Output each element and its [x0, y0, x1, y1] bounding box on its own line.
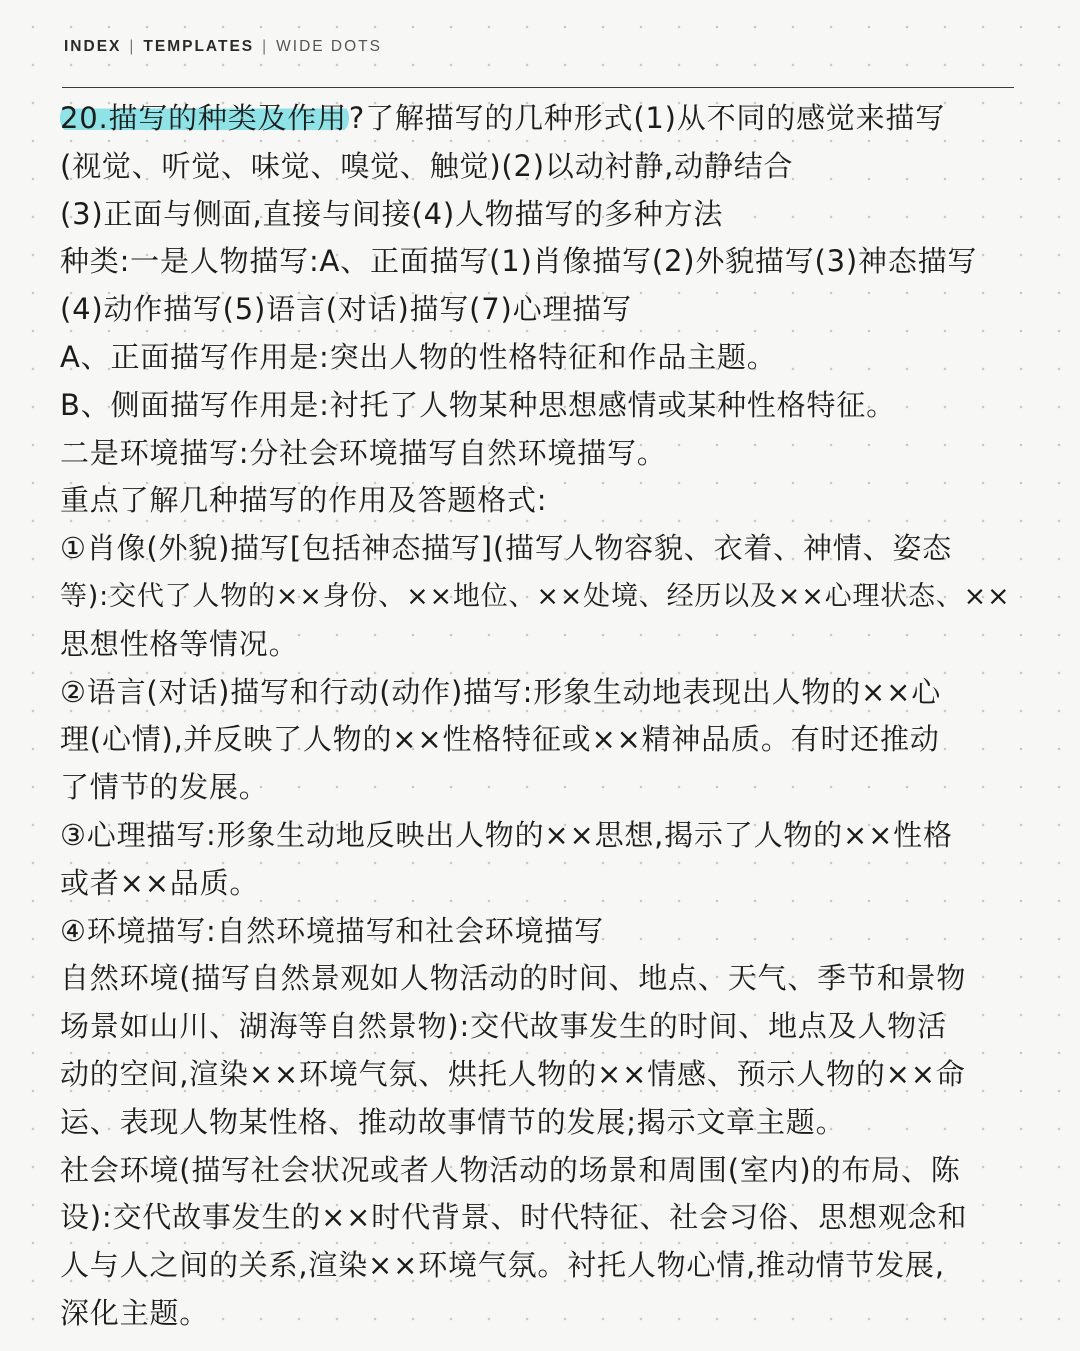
note-line-1-rest: ?了解描写的几种形式(1)从不同的感觉来描写: [348, 101, 945, 135]
note-line: 运、表现人物某性格、推动故事情节的发展;揭示文章主题。: [60, 1104, 846, 1139]
note-line: 动的空间,渲染××环境气氛、烘托人物的××情感、预示人物的××命: [60, 1056, 966, 1091]
nav-separator: |: [262, 38, 269, 55]
note-line: 理(心情),并反映了人物的××性格特征或××精神品质。有时还推动: [60, 722, 940, 757]
note-line: 思想性格等情况。: [60, 626, 299, 661]
note-line: 重点了解几种描写的作用及答题格式:: [60, 483, 548, 518]
nav-templates-link[interactable]: TEMPLATES: [143, 38, 255, 55]
note-line: 深化主题。: [60, 1295, 210, 1330]
highlighted-heading: 20.描写的种类及作用: [60, 101, 347, 135]
note-line: 人与人之间的关系,渲染××环境气氛。衬托人物心情,推动情节发展,: [60, 1248, 945, 1283]
note-line: ①肖像(外貌)描写[包括神态描写](描写人物容貌、衣着、神情、姿态: [60, 531, 952, 566]
note-line: 了情节的发展。: [60, 770, 269, 805]
note-line: 社会环境(描写社会状况或者人物活动的场景和周围(室内)的布局、陈: [60, 1152, 961, 1187]
note-line: 场景如山川、湖海等自然景物):交代故事发生的时间、地点及人物活: [60, 1009, 947, 1044]
note-line: A、正面描写作用是:突出人物的性格特征和作品主题。: [60, 339, 777, 374]
note-line: ②语言(对话)描写和行动(动作)描写:形象生动地表现出人物的××心: [60, 674, 942, 709]
note-line: ④环境描写:自然环境描写和社会环境描写: [60, 913, 604, 948]
note-line: 二是环境描写:分社会环境描写自然环境描写。: [60, 435, 667, 470]
top-navigation: [64, 38, 382, 56]
note-line: 等):交代了人物的××身份、××地位、××处境、经历以及××心理状态、××: [60, 580, 1011, 612]
nav-wide-dots-label[interactable]: WIDE DOTS: [276, 38, 382, 55]
nav-separator: |: [129, 38, 136, 55]
nav-index-link[interactable]: INDEX: [64, 38, 122, 55]
note-line: 种类:一是人物描写:A、正面描写(1)肖像描写(2)外貌描写(3)神态描写: [60, 244, 978, 279]
note-line: 设):交代故事发生的××时代背景、时代特征、社会习俗、思想观念和: [60, 1200, 968, 1235]
note-line: (3)正面与侧面,直接与间接(4)人物描写的多种方法: [60, 196, 724, 231]
note-line: B、侧面描写作用是:衬托了人物某种思想感情或某种性格特征。: [60, 387, 896, 422]
handwritten-notes: [60, 95, 1020, 1338]
note-line: 或者××品质。: [60, 865, 260, 900]
note-line-1: [60, 95, 1020, 143]
note-line: 自然环境(描写自然景观如人物活动的时间、地点、天气、季节和景物: [60, 961, 967, 996]
header-divider: [62, 87, 1014, 88]
note-line: (4)动作描写(5)语言(对话)描写(7)心理描写: [60, 292, 632, 327]
note-line: ③心理描写:形象生动地反映出人物的××思想,揭示了人物的××性格: [60, 817, 953, 852]
note-line: (视觉、听觉、味觉、嗅觉、触觉)(2)以动衬静,动静结合: [60, 148, 794, 183]
